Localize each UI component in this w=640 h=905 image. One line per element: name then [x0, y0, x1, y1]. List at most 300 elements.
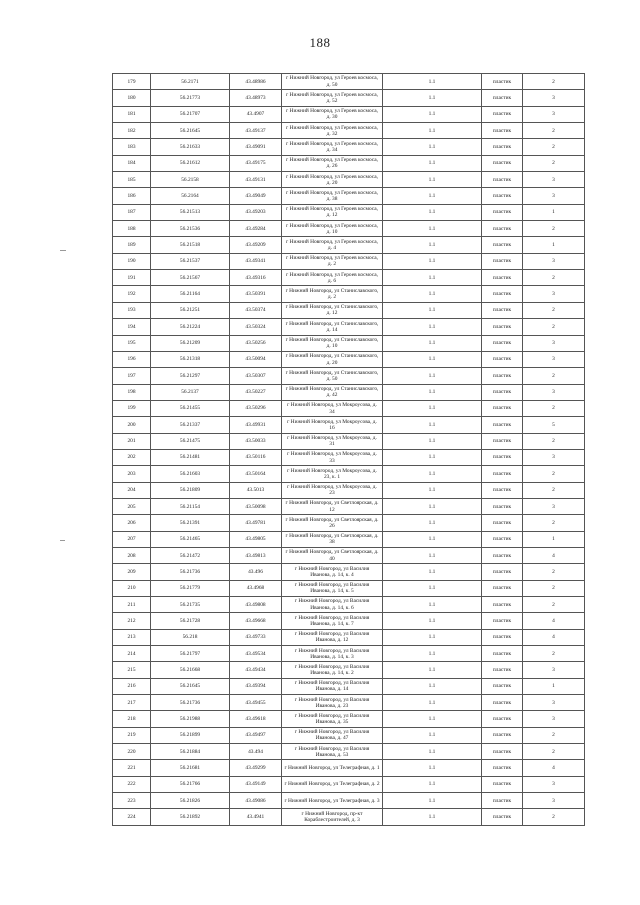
- volume-cell: 1.1: [383, 711, 482, 727]
- row-number-cell: 190: [113, 253, 151, 269]
- row-number-cell: 209: [113, 564, 151, 580]
- volume-cell: 1.1: [383, 286, 482, 302]
- volume-cell: 1.1: [383, 515, 482, 531]
- table-row: [113, 776, 585, 792]
- material-cell: пластик: [482, 90, 523, 106]
- row-number-cell: 212: [113, 613, 151, 629]
- latitude-cell: 56.21899: [151, 727, 230, 743]
- margin-mark: [60, 540, 65, 541]
- longitude-cell: 43.494: [230, 744, 282, 760]
- row-number-cell: 182: [113, 123, 151, 139]
- row-number-cell: 214: [113, 646, 151, 662]
- volume-cell: 1.1: [383, 270, 482, 286]
- address-cell: г Нижний Новгород, ул Героев космоса, д. 38: [282, 188, 383, 204]
- container-count-cell: 1: [523, 237, 585, 253]
- address-cell: г Нижний Новгород, ул Телеграфная, д. 1: [282, 760, 383, 776]
- row-number-cell: 187: [113, 204, 151, 220]
- longitude-cell: 43.49131: [230, 172, 282, 188]
- address-cell: г Нижний Новгород, ул Василия Иванова, д. 23: [282, 695, 383, 711]
- volume-cell: 1.1: [383, 237, 482, 253]
- table-row: [113, 449, 585, 465]
- latitude-cell: 56.21154: [151, 498, 230, 514]
- material-cell: пластик: [482, 580, 523, 596]
- volume-cell: 1.1: [383, 629, 482, 645]
- container-count-cell: 2: [523, 564, 585, 580]
- row-number-cell: 179: [113, 74, 151, 90]
- latitude-cell: 56.21735: [151, 597, 230, 613]
- container-count-cell: 2: [523, 155, 585, 171]
- row-number-cell: 213: [113, 629, 151, 645]
- material-cell: пластик: [482, 123, 523, 139]
- longitude-cell: 43.4968: [230, 580, 282, 596]
- material-cell: пластик: [482, 678, 523, 694]
- longitude-cell: 43.49149: [230, 776, 282, 792]
- address-cell: г Нижний Новгород, ул Василия Иванова, д. 14, к. 6: [282, 597, 383, 613]
- volume-cell: 1.1: [383, 90, 482, 106]
- longitude-cell: 43.48973: [230, 90, 282, 106]
- margin-mark: [60, 250, 66, 251]
- row-number-cell: 219: [113, 727, 151, 743]
- longitude-cell: 43.49733: [230, 629, 282, 645]
- row-number-cell: 183: [113, 139, 151, 155]
- address-cell: г Нижний Новгород, ул Станиславского, д. 2: [282, 286, 383, 302]
- container-count-cell: 2: [523, 400, 585, 416]
- material-cell: пластик: [482, 793, 523, 809]
- longitude-cell: 43.49341: [230, 253, 282, 269]
- material-cell: пластик: [482, 335, 523, 351]
- latitude-cell: 56.21884: [151, 744, 230, 760]
- table-row: [113, 106, 585, 122]
- latitude-cell: 56.21773: [151, 90, 230, 106]
- table-row: [113, 613, 585, 629]
- table-row: [113, 515, 585, 531]
- address-cell: г Нижний Новгород, ул Мокроусова, д. 16: [282, 417, 383, 433]
- latitude-cell: 56.2137: [151, 384, 230, 400]
- table-row: [113, 466, 585, 482]
- table-row: [113, 188, 585, 204]
- table-row: [113, 368, 585, 384]
- table-row: [113, 760, 585, 776]
- address-cell: г Нижний Новгород, ул Героев космоса, д. 12: [282, 204, 383, 220]
- material-cell: пластик: [482, 482, 523, 498]
- latitude-cell: 56.21707: [151, 106, 230, 122]
- row-number-cell: 216: [113, 678, 151, 694]
- table-row: [113, 678, 585, 694]
- row-number-cell: 215: [113, 662, 151, 678]
- container-count-cell: 4: [523, 760, 585, 776]
- material-cell: пластик: [482, 139, 523, 155]
- longitude-cell: 43.49808: [230, 597, 282, 613]
- volume-cell: 1.1: [383, 662, 482, 678]
- latitude-cell: 56.21645: [151, 123, 230, 139]
- longitude-cell: 43.49813: [230, 547, 282, 563]
- latitude-cell: 56.21472: [151, 547, 230, 563]
- latitude-cell: 56.21475: [151, 433, 230, 449]
- latitude-cell: 56.21728: [151, 613, 230, 629]
- material-cell: пластик: [482, 760, 523, 776]
- table-row: [113, 580, 585, 596]
- latitude-cell: 56.21224: [151, 319, 230, 335]
- material-cell: пластик: [482, 253, 523, 269]
- longitude-cell: 43.50307: [230, 368, 282, 384]
- container-count-cell: 2: [523, 270, 585, 286]
- material-cell: пластик: [482, 776, 523, 792]
- table-row: [113, 727, 585, 743]
- table-row: [113, 793, 585, 809]
- latitude-cell: 56.21797: [151, 646, 230, 662]
- table-row: [113, 597, 585, 613]
- material-cell: пластик: [482, 809, 523, 825]
- container-count-cell: 2: [523, 139, 585, 155]
- longitude-cell: 43.50098: [230, 498, 282, 514]
- material-cell: пластик: [482, 564, 523, 580]
- table-row: [113, 547, 585, 563]
- row-number-cell: 184: [113, 155, 151, 171]
- container-count-cell: 1: [523, 204, 585, 220]
- volume-cell: 1.1: [383, 809, 482, 825]
- table-row: [113, 253, 585, 269]
- longitude-cell: 43.50033: [230, 433, 282, 449]
- latitude-cell: 56.21645: [151, 678, 230, 694]
- row-number-cell: 208: [113, 547, 151, 563]
- container-count-cell: 3: [523, 498, 585, 514]
- volume-cell: 1.1: [383, 155, 482, 171]
- address-cell: г Нижний Новгород, ул Телеграфная, д. 2: [282, 776, 383, 792]
- material-cell: пластик: [482, 417, 523, 433]
- row-number-cell: 211: [113, 597, 151, 613]
- longitude-cell: 43.49316: [230, 270, 282, 286]
- latitude-cell: 56.21537: [151, 253, 230, 269]
- longitude-cell: 43.49284: [230, 221, 282, 237]
- longitude-cell: 43.49534: [230, 646, 282, 662]
- volume-cell: 1.1: [383, 597, 482, 613]
- address-cell: г Нижний Новгород, ул Героев космоса, д. 2: [282, 253, 383, 269]
- table-row: [113, 646, 585, 662]
- row-number-cell: 180: [113, 90, 151, 106]
- container-count-cell: 3: [523, 335, 585, 351]
- material-cell: пластик: [482, 286, 523, 302]
- volume-cell: 1.1: [383, 172, 482, 188]
- container-count-cell: 3: [523, 106, 585, 122]
- latitude-cell: 56.21988: [151, 711, 230, 727]
- material-cell: пластик: [482, 531, 523, 547]
- container-count-cell: 2: [523, 809, 585, 825]
- latitude-cell: 56.2158: [151, 172, 230, 188]
- longitude-cell: 43.49086: [230, 793, 282, 809]
- address-cell: г Нижний Новгород, ул Светлоярская, д. 26: [282, 515, 383, 531]
- row-number-cell: 220: [113, 744, 151, 760]
- latitude-cell: 56.21455: [151, 400, 230, 416]
- row-number-cell: 192: [113, 286, 151, 302]
- volume-cell: 1.1: [383, 449, 482, 465]
- volume-cell: 1.1: [383, 744, 482, 760]
- address-cell: г Нижний Новгород, ул Мокроусова, д. 33: [282, 449, 383, 465]
- volume-cell: 1.1: [383, 123, 482, 139]
- longitude-cell: 43.50296: [230, 400, 282, 416]
- volume-cell: 1.1: [383, 613, 482, 629]
- latitude-cell: 56.21779: [151, 580, 230, 596]
- address-cell: г Нижний Новгород, ул Станиславского, д. 12: [282, 302, 383, 318]
- longitude-cell: 43.49175: [230, 155, 282, 171]
- volume-cell: 1.1: [383, 580, 482, 596]
- material-cell: пластик: [482, 498, 523, 514]
- longitude-cell: 43.49091: [230, 139, 282, 155]
- container-count-cell: 2: [523, 123, 585, 139]
- latitude-cell: 56.21518: [151, 237, 230, 253]
- volume-cell: 1.1: [383, 384, 482, 400]
- address-cell: г Нижний Новгород, пр-кт Кораблестроителей, д. 3: [282, 809, 383, 825]
- volume-cell: 1.1: [383, 793, 482, 809]
- address-cell: г Нижний Новгород, ул Мокроусова, д. 31: [282, 433, 383, 449]
- table-row: [113, 155, 585, 171]
- container-sites-table: [112, 73, 585, 826]
- container-count-cell: 3: [523, 384, 585, 400]
- address-cell: г Нижний Новгород, ул Светлоярская, д. 38: [282, 531, 383, 547]
- address-cell: г Нижний Новгород, ул Василия Иванова, д. 47: [282, 727, 383, 743]
- latitude-cell: 56.21297: [151, 368, 230, 384]
- container-count-cell: 2: [523, 319, 585, 335]
- container-count-cell: 2: [523, 74, 585, 90]
- table-row: [113, 809, 585, 825]
- volume-cell: 1.1: [383, 253, 482, 269]
- table-row: [113, 351, 585, 367]
- row-number-cell: 201: [113, 433, 151, 449]
- address-cell: г Нижний Новгород, ул Василия Иванова, д. 14, к. 5: [282, 580, 383, 596]
- address-cell: г Нижний Новгород, ул Станиславского, д. 10: [282, 335, 383, 351]
- material-cell: пластик: [482, 74, 523, 90]
- latitude-cell: 56.218: [151, 629, 230, 645]
- table-row: [113, 482, 585, 498]
- address-cell: г Нижний Новгород, ул Героев космоса, д. 34: [282, 139, 383, 155]
- container-count-cell: 3: [523, 172, 585, 188]
- row-number-cell: 205: [113, 498, 151, 514]
- longitude-cell: 43.5013: [230, 482, 282, 498]
- table-row: [113, 123, 585, 139]
- longitude-cell: 43.49805: [230, 531, 282, 547]
- address-cell: г Нижний Новгород, ул Светлоярская, д. 40: [282, 547, 383, 563]
- row-number-cell: 191: [113, 270, 151, 286]
- material-cell: пластик: [482, 204, 523, 220]
- container-count-cell: 2: [523, 368, 585, 384]
- row-number-cell: 207: [113, 531, 151, 547]
- row-number-cell: 199: [113, 400, 151, 416]
- material-cell: пластик: [482, 221, 523, 237]
- container-count-cell: 1: [523, 531, 585, 547]
- latitude-cell: 56.21567: [151, 270, 230, 286]
- address-cell: г Нижний Новгород, ул Мокроусова, д. 34: [282, 400, 383, 416]
- longitude-cell: 43.50256: [230, 335, 282, 351]
- volume-cell: 1.1: [383, 302, 482, 318]
- volume-cell: 1.1: [383, 74, 482, 90]
- latitude-cell: 56.21337: [151, 417, 230, 433]
- row-number-cell: 186: [113, 188, 151, 204]
- address-cell: г Нижний Новгород, ул Василия Иванова, д. 14, к. 3: [282, 646, 383, 662]
- container-count-cell: 2: [523, 302, 585, 318]
- volume-cell: 1.1: [383, 466, 482, 482]
- volume-cell: 1.1: [383, 400, 482, 416]
- row-number-cell: 189: [113, 237, 151, 253]
- container-count-cell: 3: [523, 188, 585, 204]
- address-cell: г Нижний Новгород, ул Станиславского, д. 20: [282, 351, 383, 367]
- latitude-cell: 56.21633: [151, 139, 230, 155]
- latitude-cell: 56.21481: [151, 449, 230, 465]
- address-cell: г Нижний Новгород, ул Героев космоса, д. 30: [282, 106, 383, 122]
- longitude-cell: 43.49455: [230, 695, 282, 711]
- volume-cell: 1.1: [383, 531, 482, 547]
- longitude-cell: 43.4941: [230, 809, 282, 825]
- container-count-cell: 4: [523, 547, 585, 563]
- volume-cell: 1.1: [383, 482, 482, 498]
- address-cell: г Нижний Новгород, ул Василия Иванова, д. 53: [282, 744, 383, 760]
- address-cell: г Нижний Новгород, ул Героев космоса, д. 50: [282, 74, 383, 90]
- volume-cell: 1.1: [383, 498, 482, 514]
- row-number-cell: 223: [113, 793, 151, 809]
- address-cell: г Нижний Новгород, ул Мокроусова, д. 23: [282, 482, 383, 498]
- row-number-cell: 200: [113, 417, 151, 433]
- volume-cell: 1.1: [383, 335, 482, 351]
- volume-cell: 1.1: [383, 727, 482, 743]
- material-cell: пластик: [482, 351, 523, 367]
- address-cell: г Нижний Новгород, ул Героев космоса, д. 52: [282, 90, 383, 106]
- table-row: [113, 74, 585, 90]
- latitude-cell: 56.21668: [151, 662, 230, 678]
- row-number-cell: 204: [113, 482, 151, 498]
- latitude-cell: 56.21809: [151, 482, 230, 498]
- address-cell: г Нижний Новгород, ул Василия Иванова, д. 12: [282, 629, 383, 645]
- longitude-cell: 43.50227: [230, 384, 282, 400]
- longitude-cell: 43.49497: [230, 727, 282, 743]
- latitude-cell: 56.21209: [151, 335, 230, 351]
- material-cell: пластик: [482, 597, 523, 613]
- table-row: [113, 172, 585, 188]
- volume-cell: 1.1: [383, 646, 482, 662]
- longitude-cell: 43.49931: [230, 417, 282, 433]
- volume-cell: 1.1: [383, 417, 482, 433]
- longitude-cell: 43.49668: [230, 613, 282, 629]
- material-cell: пластик: [482, 695, 523, 711]
- latitude-cell: 56.21513: [151, 204, 230, 220]
- container-count-cell: 3: [523, 90, 585, 106]
- volume-cell: 1.1: [383, 760, 482, 776]
- material-cell: пластик: [482, 237, 523, 253]
- row-number-cell: 181: [113, 106, 151, 122]
- row-number-cell: 217: [113, 695, 151, 711]
- volume-cell: 1.1: [383, 368, 482, 384]
- container-count-cell: 2: [523, 466, 585, 482]
- page-number: 188: [309, 35, 331, 50]
- table-row: [113, 384, 585, 400]
- longitude-cell: 43.50391: [230, 286, 282, 302]
- material-cell: пластик: [482, 172, 523, 188]
- table-row: [113, 564, 585, 580]
- address-cell: г Нижний Новгород, ул Героев космоса, д. 20: [282, 172, 383, 188]
- table-row: [113, 335, 585, 351]
- latitude-cell: 56.21612: [151, 155, 230, 171]
- address-cell: г Нижний Новгород, ул Светлоярская, д. 12: [282, 498, 383, 514]
- table-row: [113, 531, 585, 547]
- address-cell: г Нижний Новгород, ул Героев космоса, д. 6: [282, 270, 383, 286]
- latitude-cell: 56.21536: [151, 221, 230, 237]
- volume-cell: 1.1: [383, 351, 482, 367]
- longitude-cell: 43.49209: [230, 237, 282, 253]
- container-count-cell: 3: [523, 695, 585, 711]
- row-number-cell: 222: [113, 776, 151, 792]
- longitude-cell: 43.49394: [230, 678, 282, 694]
- volume-cell: 1.1: [383, 139, 482, 155]
- latitude-cell: 56.21465: [151, 531, 230, 547]
- address-cell: г Нижний Новгород, ул Мокроусова, д. 23, к. 1: [282, 466, 383, 482]
- volume-cell: 1.1: [383, 188, 482, 204]
- table-row: [113, 744, 585, 760]
- material-cell: пластик: [482, 400, 523, 416]
- container-count-cell: 3: [523, 253, 585, 269]
- latitude-cell: 56.21318: [151, 351, 230, 367]
- table-row: [113, 204, 585, 220]
- volume-cell: 1.1: [383, 204, 482, 220]
- volume-cell: 1.1: [383, 106, 482, 122]
- table-row: [113, 433, 585, 449]
- material-cell: пластик: [482, 515, 523, 531]
- material-cell: пластик: [482, 646, 523, 662]
- volume-cell: 1.1: [383, 678, 482, 694]
- longitude-cell: 43.50324: [230, 319, 282, 335]
- table-row: [113, 711, 585, 727]
- container-count-cell: 2: [523, 515, 585, 531]
- longitude-cell: 43.49618: [230, 711, 282, 727]
- table-row: [113, 90, 585, 106]
- volume-cell: 1.1: [383, 433, 482, 449]
- table-row: [113, 695, 585, 711]
- row-number-cell: 202: [113, 449, 151, 465]
- longitude-cell: 43.49434: [230, 662, 282, 678]
- container-count-cell: 4: [523, 613, 585, 629]
- address-cell: г Нижний Новгород, ул Василия Иванова, д. 14, к. 2: [282, 662, 383, 678]
- volume-cell: 1.1: [383, 547, 482, 563]
- volume-cell: 1.1: [383, 776, 482, 792]
- volume-cell: 1.1: [383, 695, 482, 711]
- address-cell: г Нижний Новгород, ул Станиславского, д. 14: [282, 319, 383, 335]
- table-row: [113, 498, 585, 514]
- address-cell: г Нижний Новгород, ул Станиславского, д. 42: [282, 384, 383, 400]
- row-number-cell: 218: [113, 711, 151, 727]
- row-number-cell: 185: [113, 172, 151, 188]
- row-number-cell: 210: [113, 580, 151, 596]
- material-cell: пластик: [482, 613, 523, 629]
- container-count-cell: 5: [523, 417, 585, 433]
- longitude-cell: 43.50374: [230, 302, 282, 318]
- longitude-cell: 43.48986: [230, 74, 282, 90]
- container-count-cell: 1: [523, 678, 585, 694]
- longitude-cell: 43.49049: [230, 188, 282, 204]
- material-cell: пластик: [482, 629, 523, 645]
- address-cell: г Нижний Новгород, ул Героев космоса, д. 26: [282, 155, 383, 171]
- container-count-cell: 3: [523, 662, 585, 678]
- address-cell: г Нижний Новгород, ул Героев космоса, д. 4: [282, 237, 383, 253]
- longitude-cell: 43.4907: [230, 106, 282, 122]
- longitude-cell: 43.49137: [230, 123, 282, 139]
- table-row: [113, 302, 585, 318]
- row-number-cell: 198: [113, 384, 151, 400]
- latitude-cell: 56.21766: [151, 776, 230, 792]
- longitude-cell: 43.496: [230, 564, 282, 580]
- row-number-cell: 193: [113, 302, 151, 318]
- material-cell: пластик: [482, 744, 523, 760]
- row-number-cell: 206: [113, 515, 151, 531]
- address-cell: г Нижний Новгород, ул Станиславского, д. 50: [282, 368, 383, 384]
- row-number-cell: 195: [113, 335, 151, 351]
- table-row: [113, 286, 585, 302]
- longitude-cell: 43.49781: [230, 515, 282, 531]
